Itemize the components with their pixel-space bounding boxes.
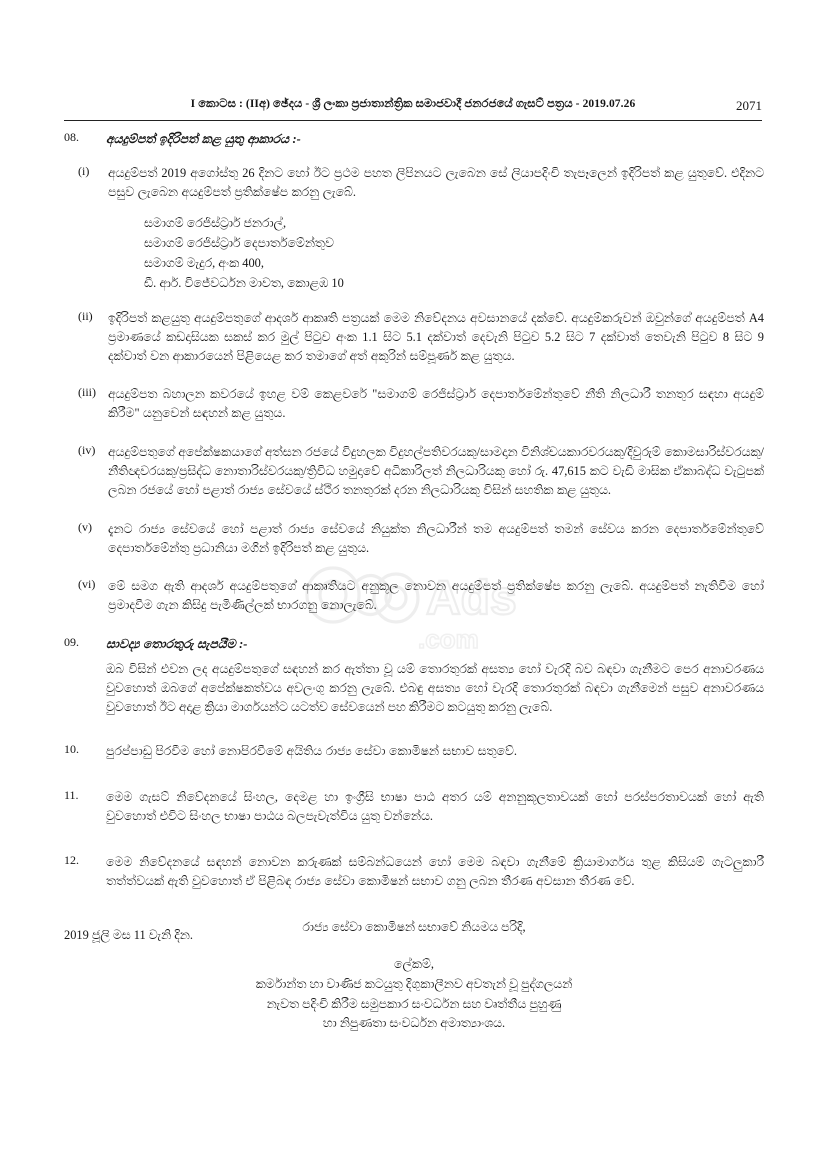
watermark-subtext: .com [418, 624, 479, 654]
section-10-marker: 10. [64, 742, 79, 757]
section-08-item-iii [64, 385, 764, 423]
section-08 [64, 130, 764, 149]
item-iii-text: අයදුම්පත බහාලන කවරයේ ඉහළ වම් කෙළවරේ "සමාගම් රෙජිස්ට්‍රාර් දෙපාර්තමේන්තුවේ නීති නිලධාරී තනතුර සඳහා අයදුම් කිරීම" යනුවෙන් සඳහන් කළ යුතුය. [108, 387, 764, 421]
section-08-item-iv [64, 443, 764, 500]
section-10-text: පුරප්පාඩු පිරවීම හෝ නොපිරවීමේ අයිතිය රාජ්‍ය සේවා කොමිෂන් සභාව සතුවේ. [106, 744, 517, 759]
section-08-item-v [64, 520, 764, 558]
section-12-text: මෙම නිවේදනයේ සඳහන් නොවන කරුණක් සම්බන්ධයෙන් හෝ මෙම බඳවා ගැනීමේ ක්‍රියාමාර්ගය තුළ කිසියම් ගැටලුකාරී තත්ත්වයක් ඇති වුවහොත් ඒ පිළිබඳ රාජ්‍ය සේවා කොමිෂන් සභාව ගනු ලබන තීරණ අවසාන තීරණ වේ. [106, 854, 764, 888]
ministry-line-3: හා නිපුණතා සංවර්ධන අමාත්‍යාංශය. [322, 1016, 506, 1031]
item-v-text: දැනට රාජ්‍ය සේවයේ හෝ පළාත් රාජ්‍ය සේවයේ නියුක්ත නිලධාරීන් තම අයදුම්පත් තමන් සේවය කරන දෙපාර්තමේන්තුවේ දෙපාර්තමේන්තු ප්‍රධානියා මගින් ඉදිරිපත් කළ යුතුය. [108, 521, 764, 555]
address-line-2: සමාගම් රෙජිස්ට්‍රාර් දෙපාර්තමේන්තුව [144, 235, 334, 250]
item-vi-text: මේ සමග ඇති ආදර්ශ අයදුම්පතුගේ ආකෘතියට අනුකූල නොවන අයදුම්පත් ප්‍රතික්ෂේප කරනු ලැබේ. අයදුම්පත් නැතිවීම හෝ ප්‍රමාදවීම ගැන කිසිදු පැමිණිල්ලක් භාරගනු නොලැබේ. [108, 579, 764, 613]
address-line-4: ඩී. ආර්. විජේවර්ධන මාවත, කොළඹ 10 [144, 275, 344, 290]
by-order-line: රාජ්‍ය සේවා කොමිෂන් සභාවේ නියමය පරිදි, [302, 919, 526, 934]
section-09-body: ඔබ විසින් එවන ලද අයදුම්පතුගේ සඳහන් කර ඇත්තා වූ යම් තොරතුරක් අසත්‍ය හෝ වැරදි බව බඳවා ගැනීමට පෙර අනාවරණය වුවහොත් ඔබගේ අපේක්ෂකත්වය අවලංගු කරනු ලැබේ. එබඳු අසත්‍ය හෝ වැරදි තොරතුරක් බඳවා ගැනීමෙන් පසුව අනාවරණය වුවහොත් ඊට අදාළ ක්‍රියා මාර්ගයන්ට යටත්ව සේවයෙන් පහ කිරීමට කටයුතු කරනු ලැබේ. [106, 661, 764, 714]
item-iv-text: අයදුම්පතුගේ අපේක්ෂකයාගේ අත්සන රජයේ විදුහලක විදුහල්පතිවරයකු/සාමදාන විනිශ්චයකාරවරයකු/දිවුරුම් කොමසාරිස්වරයකු/නීතිඥවරයකු/ප්‍රසිද්ධ නොතාරිස්වරයකු/ත්‍රිවිධ හමුදාවේ අධිකාරිලත් නිලධාරියකු හෝ රු. 47,615 කට වැඩි මාසික ඒකාබද්ධ වැටුපක් ලබන රජයේ හෝ පළාත් රාජ්‍ය සේවයේ ස්ථිර තනතුරක් දරන නිලධාරියකු විසින් සහතික කළ යුතුය. [108, 445, 764, 497]
item-i-marker: (i) [78, 163, 90, 178]
date-line: 2019 ජූලි මස 11 වැනි දින. [64, 928, 193, 942]
section-09-heading: සාවද්‍ය තොරතුරු සැපයීම :- [106, 637, 248, 652]
section-08-item-ii [64, 309, 764, 366]
page-number: 2071 [736, 98, 762, 113]
section-11-marker: 11. [64, 788, 79, 803]
section-10 [64, 742, 764, 761]
section-08-marker: 08. [64, 130, 79, 144]
postal-address [144, 213, 764, 293]
address-line-1: සමාගම් රෙජිස්ට්‍රාර් ජනරාල්, [144, 215, 287, 230]
item-ii-text: ඉදිරිපත් කළයුතු අයදුම්පතුගේ ආදර්ශ ආකෘති පත්‍රයක් මෙම නිවේදනය අවසානයේ දක්වේ. අයදුම්කරුවන් ඔවුන්ගේ අයදුම්පත් A4 ප්‍රමාණයේ කඩදාසියක සකස් කර මුල් පිටුව අංක 1.1 සිට 5.1 දක්වාත් දෙවැනි පිටුව 5.2 සිට 7 දක්වාත් තෙවැනි පිටුව 8 සිට 9 දක්වාත් වන ආකාරයෙන් පිළියෙළ කර තමාගේ අත් අකුරින් සම්පූර්ණ කළ යුතුය. [108, 310, 764, 363]
section-12-marker: 12. [64, 852, 79, 867]
signatory-title: ලේකම්, [394, 957, 434, 972]
section-09-marker: 09. [64, 635, 79, 650]
item-vi-marker: (vi) [78, 577, 96, 592]
section-11 [64, 788, 764, 826]
address-line-3: සමාගම් මැදුර, අංක 400, [144, 255, 264, 270]
section-08-item-i [64, 164, 764, 202]
section-09 [64, 635, 764, 654]
ministry-line-2: නැවත පදිංචි කිරීම සමුපකාර සංවර්ධන සහ වෘත්තීය පුහුණු [266, 996, 562, 1011]
signature-block [64, 955, 764, 1033]
section-08-heading: අයදුම්පත් ඉදිරිපත් කළ යුතු ආකාරය :- [106, 132, 301, 146]
running-head [64, 98, 762, 118]
item-iv-marker: (iv) [78, 443, 96, 458]
item-ii-marker: (ii) [78, 308, 93, 323]
document-body [64, 130, 764, 1034]
item-v-marker: (v) [78, 519, 92, 534]
ministry-line-1: කර්මාන්ත හා වාණිජ කටයුතු දිගුකාලීනව අවතැන් වූ පුද්ගලයන් [255, 977, 573, 992]
item-iii-marker: (iii) [78, 385, 96, 400]
running-head-title: I කොටස : (IIඅ) ඡේදය - ශ්‍රී ලංකා ප්‍රජාතාන්ත්‍රික සමාජවාදී ජනරජයේ ගැසට් පත්‍රය - 2019.07.26 [190, 98, 636, 110]
item-i-text: අයදුම්පත් 2019 අගෝස්තු 26 දිනට හෝ ඊට ප්‍රථම පහත ලිපිනයට ලැබෙන සේ ලියාපදිංචි තැපෑලෙන් ඉදිරිපත් කළ යුතුවේ. එදිනට පසුව ලැබෙන අයදුම්පත් ප්‍රතික්ෂේප කරනු ලැබේ. [108, 165, 764, 199]
header-divider [64, 120, 762, 121]
section-11-text: මෙම ගැසට් නිවේදනයේ සිංහල, දෙමළ හා ඉංග්‍රීසි භාෂා පාඨ අතර යම් අනනුකූලතාවයක් හෝ පරස්පරතාවයක් හෝ ඇති වුවහොත් එවිට සිංහල භාෂා පාඨය බලපැවැත්විය යුතු වන්නේය. [106, 790, 764, 824]
section-12 [64, 853, 764, 891]
watermark-text: Ads [426, 572, 517, 625]
section-08-item-vi [64, 577, 764, 615]
